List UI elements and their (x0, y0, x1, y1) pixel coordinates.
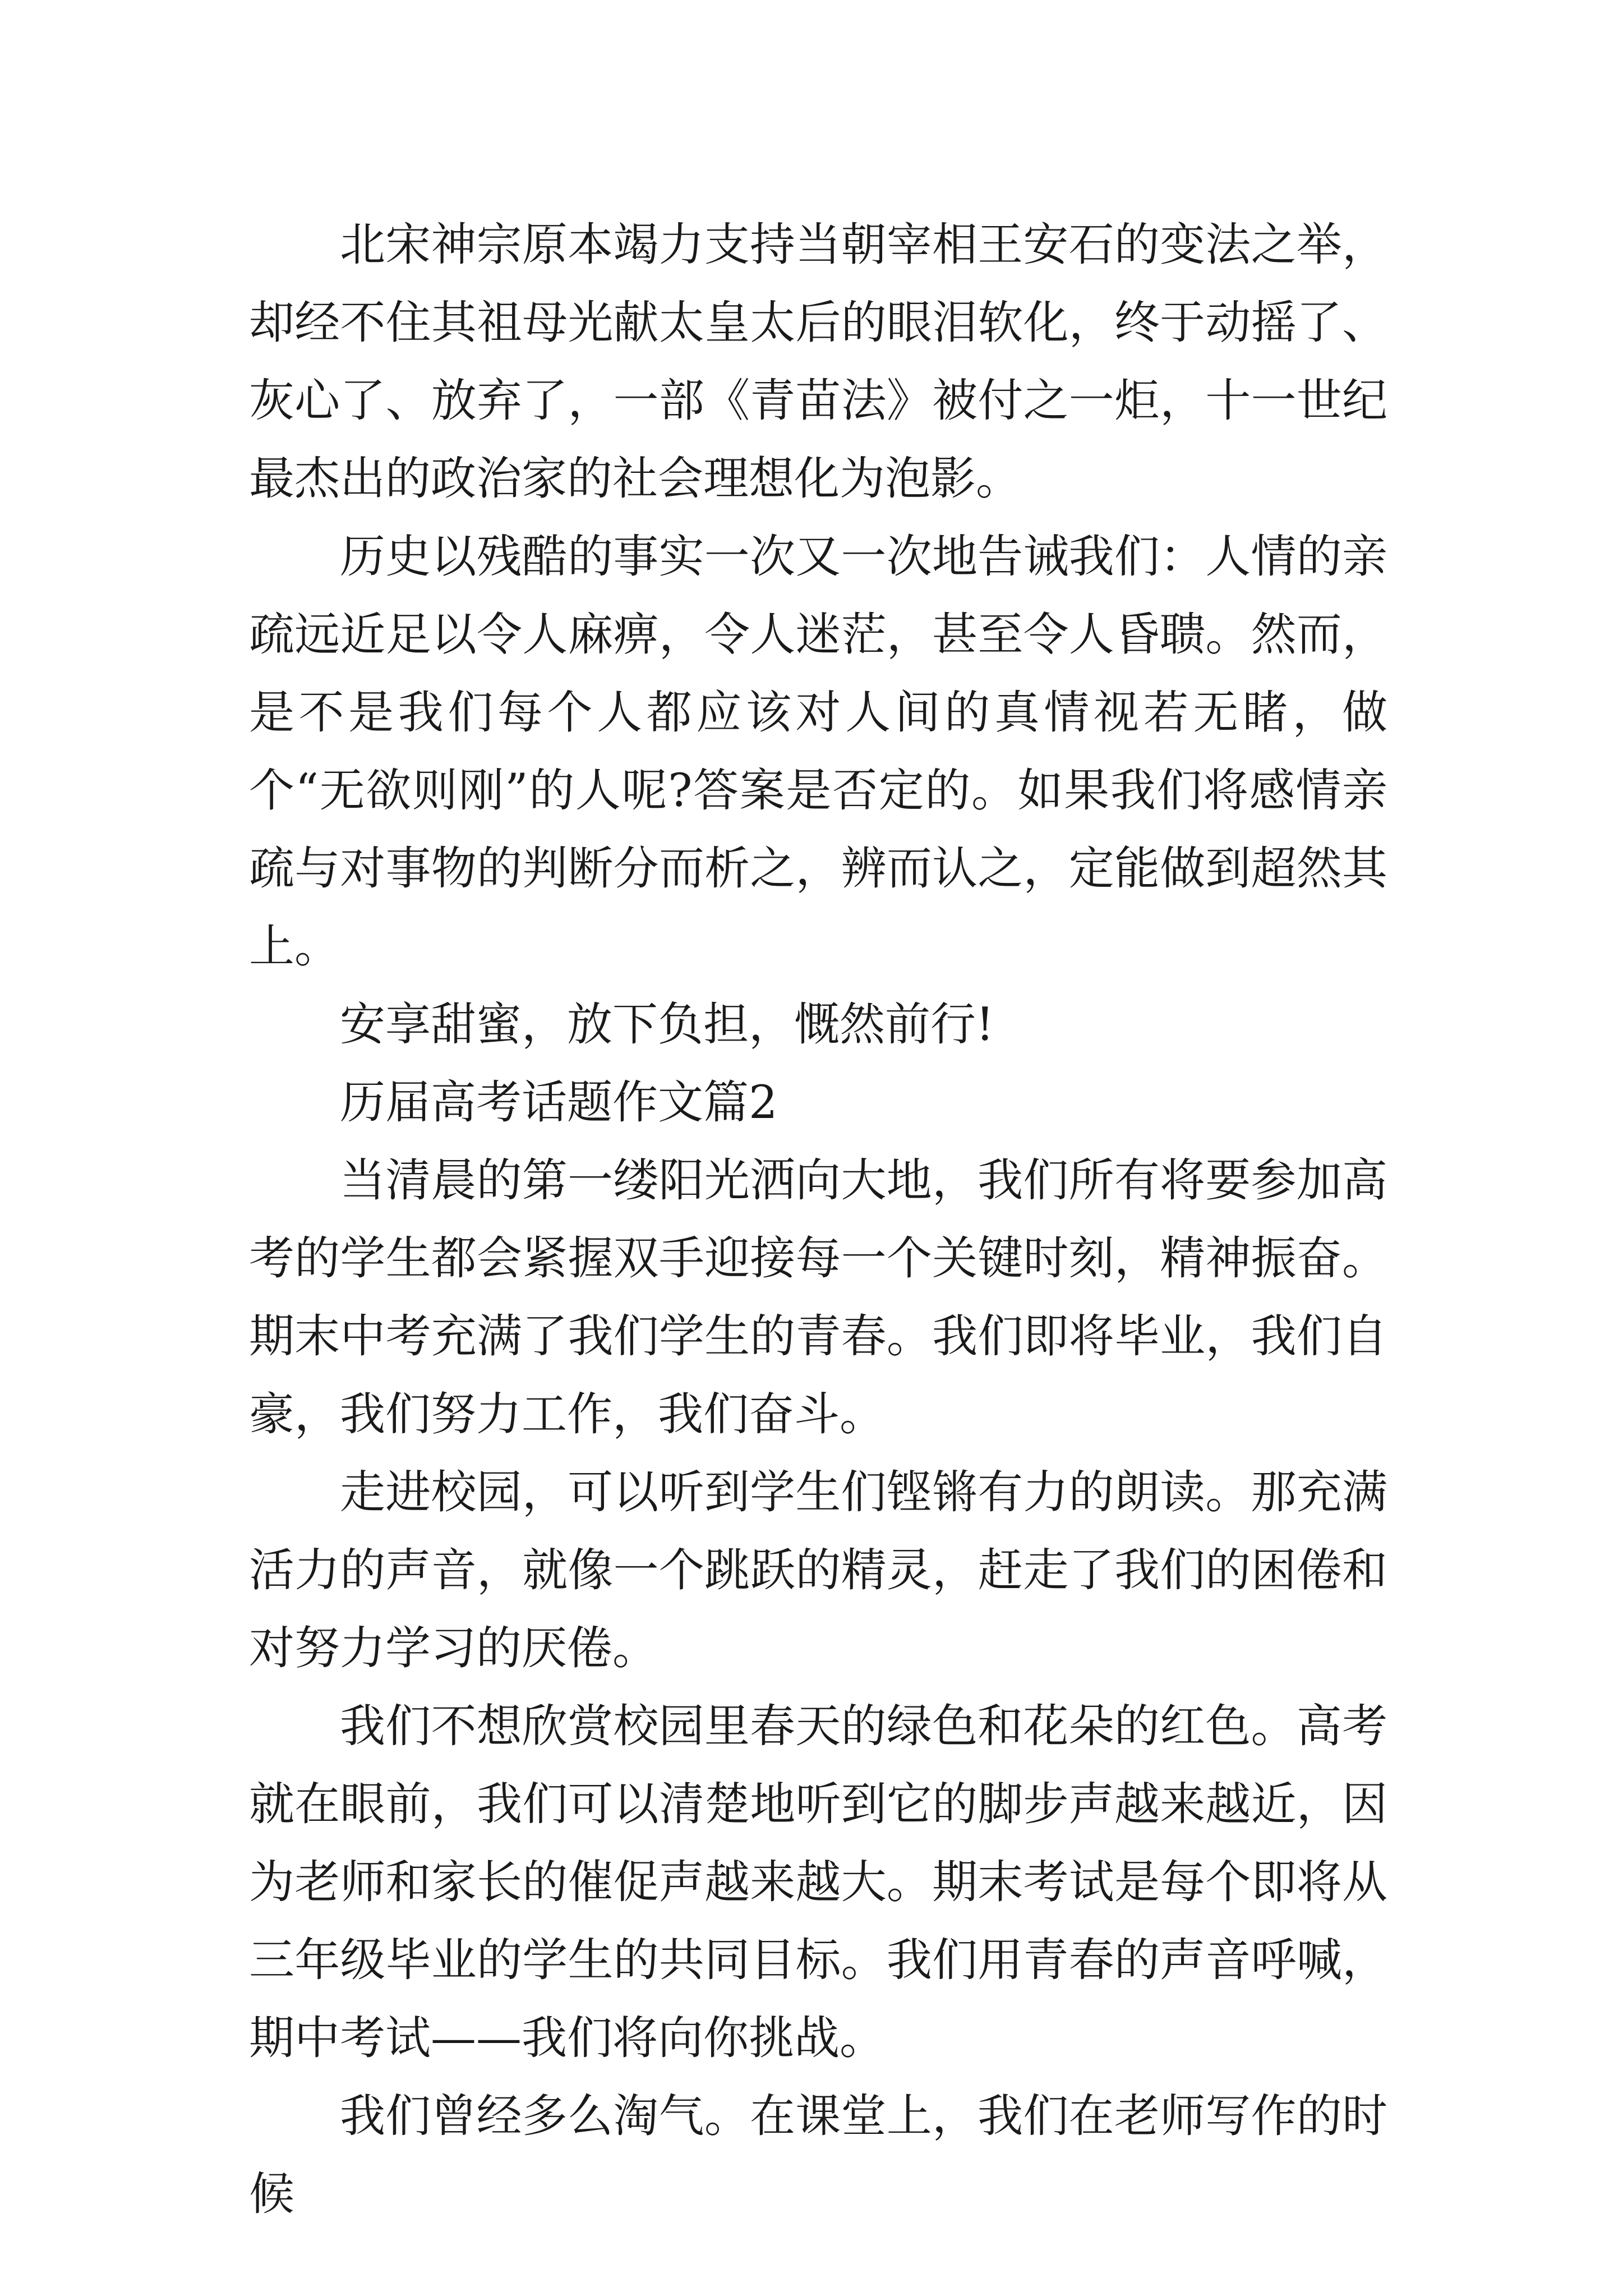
paragraph-history-lesson: 历史以残酷的事实一次又一次地告诫我们：人情的亲疏远近足以令人麻痹，令人迷茫，甚至令人昏聩。然而，是不是我们每个人都应该对人间的真情视若无睹，做个“无欲则刚”的人呢?答案是否定的。如果我们将感情亲疏与对事物的判断分而析之，辨而认之，定能做到超然其上。 (249, 531, 1387, 973)
paragraph-campus-reading: 走进校园，可以听到学生们铿锵有力的朗读。那充满活力的声音，就像一个跳跃的精灵，赶走了我们的困倦和对努力学习的厌倦。 (249, 1466, 1387, 1675)
paragraph-song-shenzong: 北宋神宗原本竭力支持当朝宰相王安石的变法之举，却经不住其祖母光献太皇太后的眼泪软化，终于动摇了、灰心了、放弃了，一部《青苗法》被付之一炬，十一世纪最杰出的政治家的社会理想化为泡影。 (249, 219, 1387, 505)
paragraph-exam-approaching: 我们不想欣赏校园里春天的绿色和花朵的红色。高考就在眼前，我们可以清楚地听到它的脚步声越来越近，因为老师和家长的催促声越来越大。期末考试是每个即将从三年级毕业的学生的共同目标。我们用青春的声音呼喊，期中考试——我们将向你挑战。 (249, 1700, 1387, 2065)
paragraph-naughty-past: 我们曾经多么淘气。在课堂上，我们在老师写作的时候 (249, 2090, 1387, 2221)
section-heading: 历届高考话题作文篇2 (340, 1076, 778, 1129)
paragraph-morning-sunlight: 当清晨的第一缕阳光洒向大地，我们所有将要参加高考的学生都会紧握双手迎接每一个关键时刻，精神振奋。期末中考充满了我们学生的青春。我们即将毕业，我们自豪，我们努力工作，我们奋斗。 (249, 1154, 1387, 1441)
document-body (249, 206, 1387, 2234)
paragraph-closing-line: 安享甜蜜，放下负担，慨然前行! (340, 999, 994, 1051)
